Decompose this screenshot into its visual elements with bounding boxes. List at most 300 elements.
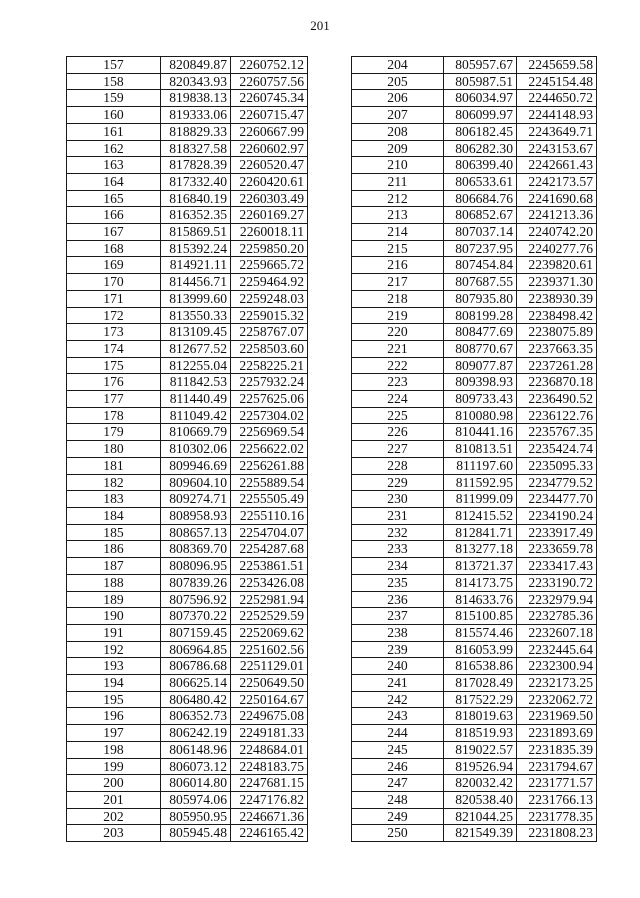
y-coordinate-cell: 2259015.32 bbox=[231, 307, 308, 324]
point-number-cell: 246 bbox=[352, 758, 444, 775]
table-row bbox=[67, 324, 308, 341]
table-row bbox=[352, 741, 597, 758]
point-number-cell: 175 bbox=[67, 357, 161, 374]
point-number-cell: 165 bbox=[67, 190, 161, 207]
x-coordinate-cell: 807037.14 bbox=[444, 224, 517, 241]
y-coordinate-cell: 2239371.30 bbox=[517, 274, 597, 291]
table-row bbox=[67, 157, 308, 174]
x-coordinate-cell: 814456.71 bbox=[161, 274, 231, 291]
table-row bbox=[352, 641, 597, 658]
x-coordinate-cell: 818519.93 bbox=[444, 725, 517, 742]
table-row bbox=[352, 357, 597, 374]
table-row bbox=[352, 407, 597, 424]
y-coordinate-cell: 2241213.36 bbox=[517, 207, 597, 224]
point-number-cell: 200 bbox=[67, 775, 161, 792]
y-coordinate-cell: 2238075.89 bbox=[517, 324, 597, 341]
table-row bbox=[352, 107, 597, 124]
table-row bbox=[67, 173, 308, 190]
x-coordinate-cell: 811197.60 bbox=[444, 457, 517, 474]
y-coordinate-cell: 2258503.60 bbox=[231, 340, 308, 357]
point-number-cell: 171 bbox=[67, 290, 161, 307]
point-number-cell: 201 bbox=[67, 791, 161, 808]
table-row bbox=[352, 190, 597, 207]
y-coordinate-cell: 2256622.02 bbox=[231, 441, 308, 458]
x-coordinate-cell: 813721.37 bbox=[444, 558, 517, 575]
table-row bbox=[67, 574, 308, 591]
y-coordinate-cell: 2260303.49 bbox=[231, 190, 308, 207]
point-number-cell: 225 bbox=[352, 407, 444, 424]
x-coordinate-cell: 816352.35 bbox=[161, 207, 231, 224]
x-coordinate-cell: 807935.80 bbox=[444, 290, 517, 307]
table-row bbox=[352, 240, 597, 257]
point-number-cell: 241 bbox=[352, 675, 444, 692]
y-coordinate-cell: 2232300.94 bbox=[517, 658, 597, 675]
x-coordinate-cell: 807237.95 bbox=[444, 240, 517, 257]
table-row bbox=[352, 157, 597, 174]
y-coordinate-cell: 2258225.21 bbox=[231, 357, 308, 374]
point-number-cell: 214 bbox=[352, 224, 444, 241]
table-row bbox=[67, 274, 308, 291]
y-coordinate-cell: 2260018.11 bbox=[231, 224, 308, 241]
point-number-cell: 248 bbox=[352, 791, 444, 808]
x-coordinate-cell: 807687.55 bbox=[444, 274, 517, 291]
point-number-cell: 220 bbox=[352, 324, 444, 341]
y-coordinate-cell: 2241690.68 bbox=[517, 190, 597, 207]
x-coordinate-cell: 807454.84 bbox=[444, 257, 517, 274]
point-number-cell: 180 bbox=[67, 441, 161, 458]
coordinate-table-left-body bbox=[67, 57, 308, 842]
point-number-cell: 222 bbox=[352, 357, 444, 374]
table-row bbox=[352, 73, 597, 90]
table-row bbox=[67, 808, 308, 825]
point-number-cell: 167 bbox=[67, 224, 161, 241]
table-row bbox=[352, 541, 597, 558]
x-coordinate-cell: 808477.69 bbox=[444, 324, 517, 341]
x-coordinate-cell: 820343.93 bbox=[161, 73, 231, 90]
point-number-cell: 163 bbox=[67, 157, 161, 174]
table-row bbox=[67, 424, 308, 441]
table-row bbox=[352, 558, 597, 575]
y-coordinate-cell: 2246671.36 bbox=[231, 808, 308, 825]
x-coordinate-cell: 808770.67 bbox=[444, 340, 517, 357]
x-coordinate-cell: 815392.24 bbox=[161, 240, 231, 257]
y-coordinate-cell: 2257304.02 bbox=[231, 407, 308, 424]
x-coordinate-cell: 820032.42 bbox=[444, 775, 517, 792]
point-number-cell: 208 bbox=[352, 123, 444, 140]
table-row bbox=[67, 391, 308, 408]
x-coordinate-cell: 806182.45 bbox=[444, 123, 517, 140]
point-number-cell: 215 bbox=[352, 240, 444, 257]
y-coordinate-cell: 2260602.97 bbox=[231, 140, 308, 157]
y-coordinate-cell: 2233659.78 bbox=[517, 541, 597, 558]
point-number-cell: 187 bbox=[67, 558, 161, 575]
y-coordinate-cell: 2240277.76 bbox=[517, 240, 597, 257]
y-coordinate-cell: 2251602.56 bbox=[231, 641, 308, 658]
x-coordinate-cell: 814921.11 bbox=[161, 257, 231, 274]
point-number-cell: 177 bbox=[67, 391, 161, 408]
point-number-cell: 242 bbox=[352, 691, 444, 708]
table-row bbox=[352, 574, 597, 591]
y-coordinate-cell: 2240742.20 bbox=[517, 224, 597, 241]
table-row bbox=[352, 775, 597, 792]
y-coordinate-cell: 2255889.54 bbox=[231, 474, 308, 491]
y-coordinate-cell: 2233417.43 bbox=[517, 558, 597, 575]
y-coordinate-cell: 2232062.72 bbox=[517, 691, 597, 708]
table-row bbox=[67, 57, 308, 74]
x-coordinate-cell: 812677.52 bbox=[161, 340, 231, 357]
table-row bbox=[67, 775, 308, 792]
y-coordinate-cell: 2236870.18 bbox=[517, 374, 597, 391]
point-number-cell: 206 bbox=[352, 90, 444, 107]
table-row bbox=[352, 424, 597, 441]
point-number-cell: 190 bbox=[67, 608, 161, 625]
y-coordinate-cell: 2251129.01 bbox=[231, 658, 308, 675]
table-row bbox=[67, 340, 308, 357]
page-number: 201 bbox=[310, 18, 330, 33]
y-coordinate-cell: 2258767.07 bbox=[231, 324, 308, 341]
x-coordinate-cell: 817332.40 bbox=[161, 173, 231, 190]
table-row bbox=[352, 825, 597, 842]
table-row bbox=[67, 474, 308, 491]
point-number-cell: 169 bbox=[67, 257, 161, 274]
point-number-cell: 218 bbox=[352, 290, 444, 307]
point-number-cell: 181 bbox=[67, 457, 161, 474]
x-coordinate-cell: 809398.93 bbox=[444, 374, 517, 391]
x-coordinate-cell: 809274.71 bbox=[161, 491, 231, 508]
table-row bbox=[352, 274, 597, 291]
y-coordinate-cell: 2260745.34 bbox=[231, 90, 308, 107]
x-coordinate-cell: 811842.53 bbox=[161, 374, 231, 391]
table-row bbox=[352, 491, 597, 508]
point-number-cell: 183 bbox=[67, 491, 161, 508]
x-coordinate-cell: 812841.71 bbox=[444, 524, 517, 541]
point-number-cell: 239 bbox=[352, 641, 444, 658]
point-number-cell: 244 bbox=[352, 725, 444, 742]
x-coordinate-cell: 807839.26 bbox=[161, 574, 231, 591]
point-number-cell: 209 bbox=[352, 140, 444, 157]
table-row bbox=[67, 825, 308, 842]
y-coordinate-cell: 2247681.15 bbox=[231, 775, 308, 792]
x-coordinate-cell: 821044.25 bbox=[444, 808, 517, 825]
table-row bbox=[352, 374, 597, 391]
y-coordinate-cell: 2252069.62 bbox=[231, 624, 308, 641]
table-row bbox=[352, 90, 597, 107]
x-coordinate-cell: 809604.10 bbox=[161, 474, 231, 491]
table-row bbox=[67, 741, 308, 758]
table-row bbox=[67, 240, 308, 257]
y-coordinate-cell: 2244148.93 bbox=[517, 107, 597, 124]
table-row bbox=[352, 207, 597, 224]
point-number-cell: 243 bbox=[352, 708, 444, 725]
table-row bbox=[67, 591, 308, 608]
y-coordinate-cell: 2231835.39 bbox=[517, 741, 597, 758]
x-coordinate-cell: 813277.18 bbox=[444, 541, 517, 558]
y-coordinate-cell: 2235424.74 bbox=[517, 441, 597, 458]
x-coordinate-cell: 806964.85 bbox=[161, 641, 231, 658]
table-row bbox=[352, 441, 597, 458]
table-row bbox=[67, 675, 308, 692]
y-coordinate-cell: 2259850.20 bbox=[231, 240, 308, 257]
y-coordinate-cell: 2236490.52 bbox=[517, 391, 597, 408]
table-row bbox=[67, 558, 308, 575]
table-row bbox=[352, 524, 597, 541]
point-number-cell: 247 bbox=[352, 775, 444, 792]
table-row bbox=[352, 675, 597, 692]
point-number-cell: 178 bbox=[67, 407, 161, 424]
point-number-cell: 161 bbox=[67, 123, 161, 140]
table-row bbox=[352, 608, 597, 625]
table-row bbox=[67, 90, 308, 107]
x-coordinate-cell: 806014.80 bbox=[161, 775, 231, 792]
y-coordinate-cell: 2253426.08 bbox=[231, 574, 308, 591]
y-coordinate-cell: 2234477.70 bbox=[517, 491, 597, 508]
x-coordinate-cell: 806625.14 bbox=[161, 675, 231, 692]
x-coordinate-cell: 813550.33 bbox=[161, 307, 231, 324]
point-number-cell: 216 bbox=[352, 257, 444, 274]
point-number-cell: 168 bbox=[67, 240, 161, 257]
y-coordinate-cell: 2254287.68 bbox=[231, 541, 308, 558]
table-row bbox=[67, 190, 308, 207]
table-row bbox=[67, 374, 308, 391]
y-coordinate-cell: 2245659.58 bbox=[517, 57, 597, 74]
table-row bbox=[352, 708, 597, 725]
x-coordinate-cell: 810302.06 bbox=[161, 441, 231, 458]
table-row bbox=[352, 808, 597, 825]
y-coordinate-cell: 2249181.33 bbox=[231, 725, 308, 742]
x-coordinate-cell: 806786.68 bbox=[161, 658, 231, 675]
table-row bbox=[352, 123, 597, 140]
x-coordinate-cell: 811592.95 bbox=[444, 474, 517, 491]
y-coordinate-cell: 2252529.59 bbox=[231, 608, 308, 625]
x-coordinate-cell: 819333.06 bbox=[161, 107, 231, 124]
table-row bbox=[67, 725, 308, 742]
y-coordinate-cell: 2235095.33 bbox=[517, 457, 597, 474]
y-coordinate-cell: 2260715.47 bbox=[231, 107, 308, 124]
table-row bbox=[67, 290, 308, 307]
x-coordinate-cell: 821549.39 bbox=[444, 825, 517, 842]
table-row bbox=[67, 641, 308, 658]
x-coordinate-cell: 808199.28 bbox=[444, 307, 517, 324]
y-coordinate-cell: 2243153.67 bbox=[517, 140, 597, 157]
point-number-cell: 212 bbox=[352, 190, 444, 207]
table-row bbox=[352, 324, 597, 341]
point-number-cell: 245 bbox=[352, 741, 444, 758]
point-number-cell: 202 bbox=[67, 808, 161, 825]
y-coordinate-cell: 2260420.61 bbox=[231, 173, 308, 190]
x-coordinate-cell: 805974.06 bbox=[161, 791, 231, 808]
table-row bbox=[352, 691, 597, 708]
y-coordinate-cell: 2234779.52 bbox=[517, 474, 597, 491]
x-coordinate-cell: 806099.97 bbox=[444, 107, 517, 124]
point-number-cell: 174 bbox=[67, 340, 161, 357]
table-row bbox=[67, 257, 308, 274]
x-coordinate-cell: 819526.94 bbox=[444, 758, 517, 775]
point-number-cell: 182 bbox=[67, 474, 161, 491]
x-coordinate-cell: 810669.79 bbox=[161, 424, 231, 441]
point-number-cell: 166 bbox=[67, 207, 161, 224]
y-coordinate-cell: 2242173.57 bbox=[517, 173, 597, 190]
y-coordinate-cell: 2231766.13 bbox=[517, 791, 597, 808]
y-coordinate-cell: 2232607.18 bbox=[517, 624, 597, 641]
table-row bbox=[67, 457, 308, 474]
y-coordinate-cell: 2231794.67 bbox=[517, 758, 597, 775]
x-coordinate-cell: 809733.43 bbox=[444, 391, 517, 408]
point-number-cell: 230 bbox=[352, 491, 444, 508]
point-number-cell: 228 bbox=[352, 457, 444, 474]
x-coordinate-cell: 816538.86 bbox=[444, 658, 517, 675]
table-row bbox=[67, 357, 308, 374]
y-coordinate-cell: 2255110.16 bbox=[231, 507, 308, 524]
y-coordinate-cell: 2232445.64 bbox=[517, 641, 597, 658]
y-coordinate-cell: 2259464.92 bbox=[231, 274, 308, 291]
coordinate-table-right-body bbox=[352, 57, 597, 842]
x-coordinate-cell: 810813.51 bbox=[444, 441, 517, 458]
table-row bbox=[67, 541, 308, 558]
y-coordinate-cell: 2259665.72 bbox=[231, 257, 308, 274]
y-coordinate-cell: 2231969.50 bbox=[517, 708, 597, 725]
table-row bbox=[352, 257, 597, 274]
x-coordinate-cell: 805987.51 bbox=[444, 73, 517, 90]
x-coordinate-cell: 813999.60 bbox=[161, 290, 231, 307]
x-coordinate-cell: 809946.69 bbox=[161, 457, 231, 474]
y-coordinate-cell: 2259248.03 bbox=[231, 290, 308, 307]
x-coordinate-cell: 815869.51 bbox=[161, 224, 231, 241]
x-coordinate-cell: 810080.98 bbox=[444, 407, 517, 424]
x-coordinate-cell: 816053.99 bbox=[444, 641, 517, 658]
x-coordinate-cell: 820538.40 bbox=[444, 791, 517, 808]
point-number-cell: 173 bbox=[67, 324, 161, 341]
table-row bbox=[352, 658, 597, 675]
y-coordinate-cell: 2245154.48 bbox=[517, 73, 597, 90]
x-coordinate-cell: 806852.67 bbox=[444, 207, 517, 224]
x-coordinate-cell: 806148.96 bbox=[161, 741, 231, 758]
table-row bbox=[352, 140, 597, 157]
x-coordinate-cell: 806480.42 bbox=[161, 691, 231, 708]
x-coordinate-cell: 808657.13 bbox=[161, 524, 231, 541]
y-coordinate-cell: 2253861.51 bbox=[231, 558, 308, 575]
point-number-cell: 250 bbox=[352, 825, 444, 842]
point-number-cell: 223 bbox=[352, 374, 444, 391]
point-number-cell: 158 bbox=[67, 73, 161, 90]
point-number-cell: 170 bbox=[67, 274, 161, 291]
table-row bbox=[67, 791, 308, 808]
y-coordinate-cell: 2237663.35 bbox=[517, 340, 597, 357]
y-coordinate-cell: 2233917.49 bbox=[517, 524, 597, 541]
point-number-cell: 184 bbox=[67, 507, 161, 524]
y-coordinate-cell: 2237261.28 bbox=[517, 357, 597, 374]
point-number-cell: 188 bbox=[67, 574, 161, 591]
table-row bbox=[67, 708, 308, 725]
x-coordinate-cell: 805950.95 bbox=[161, 808, 231, 825]
x-coordinate-cell: 806533.61 bbox=[444, 173, 517, 190]
y-coordinate-cell: 2232979.94 bbox=[517, 591, 597, 608]
x-coordinate-cell: 817828.39 bbox=[161, 157, 231, 174]
y-coordinate-cell: 2256969.54 bbox=[231, 424, 308, 441]
x-coordinate-cell: 806242.19 bbox=[161, 725, 231, 742]
table-row bbox=[67, 491, 308, 508]
point-number-cell: 204 bbox=[352, 57, 444, 74]
y-coordinate-cell: 2236122.76 bbox=[517, 407, 597, 424]
x-coordinate-cell: 807370.22 bbox=[161, 608, 231, 625]
point-number-cell: 229 bbox=[352, 474, 444, 491]
point-number-cell: 211 bbox=[352, 173, 444, 190]
point-number-cell: 176 bbox=[67, 374, 161, 391]
point-number-cell: 221 bbox=[352, 340, 444, 357]
point-number-cell: 232 bbox=[352, 524, 444, 541]
x-coordinate-cell: 818019.63 bbox=[444, 708, 517, 725]
table-row bbox=[352, 591, 597, 608]
x-coordinate-cell: 806073.12 bbox=[161, 758, 231, 775]
table-row bbox=[352, 340, 597, 357]
y-coordinate-cell: 2239820.61 bbox=[517, 257, 597, 274]
point-number-cell: 240 bbox=[352, 658, 444, 675]
table-row bbox=[67, 107, 308, 124]
x-coordinate-cell: 812415.52 bbox=[444, 507, 517, 524]
y-coordinate-cell: 2255505.49 bbox=[231, 491, 308, 508]
y-coordinate-cell: 2260757.56 bbox=[231, 73, 308, 90]
table-row bbox=[352, 791, 597, 808]
y-coordinate-cell: 2254704.07 bbox=[231, 524, 308, 541]
x-coordinate-cell: 806282.30 bbox=[444, 140, 517, 157]
point-number-cell: 199 bbox=[67, 758, 161, 775]
y-coordinate-cell: 2257625.06 bbox=[231, 391, 308, 408]
point-number-cell: 205 bbox=[352, 73, 444, 90]
table-row bbox=[352, 457, 597, 474]
table-row bbox=[67, 524, 308, 541]
x-coordinate-cell: 814173.75 bbox=[444, 574, 517, 591]
x-coordinate-cell: 812255.04 bbox=[161, 357, 231, 374]
point-number-cell: 231 bbox=[352, 507, 444, 524]
x-coordinate-cell: 806684.76 bbox=[444, 190, 517, 207]
y-coordinate-cell: 2243649.71 bbox=[517, 123, 597, 140]
table-row bbox=[352, 474, 597, 491]
table-row bbox=[67, 407, 308, 424]
x-coordinate-cell: 815574.46 bbox=[444, 624, 517, 641]
x-coordinate-cell: 805957.67 bbox=[444, 57, 517, 74]
y-coordinate-cell: 2232785.36 bbox=[517, 608, 597, 625]
y-coordinate-cell: 2234190.24 bbox=[517, 507, 597, 524]
table-row bbox=[67, 658, 308, 675]
x-coordinate-cell: 816840.19 bbox=[161, 190, 231, 207]
point-number-cell: 193 bbox=[67, 658, 161, 675]
y-coordinate-cell: 2244650.72 bbox=[517, 90, 597, 107]
table-row bbox=[67, 140, 308, 157]
table-row bbox=[67, 207, 308, 224]
y-coordinate-cell: 2260752.12 bbox=[231, 57, 308, 74]
x-coordinate-cell: 806399.40 bbox=[444, 157, 517, 174]
x-coordinate-cell: 810441.16 bbox=[444, 424, 517, 441]
point-number-cell: 157 bbox=[67, 57, 161, 74]
point-number-cell: 198 bbox=[67, 741, 161, 758]
point-number-cell: 237 bbox=[352, 608, 444, 625]
y-coordinate-cell: 2250164.67 bbox=[231, 691, 308, 708]
point-number-cell: 162 bbox=[67, 140, 161, 157]
table-row bbox=[352, 173, 597, 190]
table-row bbox=[352, 624, 597, 641]
x-coordinate-cell: 820849.87 bbox=[161, 57, 231, 74]
y-coordinate-cell: 2242661.43 bbox=[517, 157, 597, 174]
y-coordinate-cell: 2260667.99 bbox=[231, 123, 308, 140]
x-coordinate-cell: 819838.13 bbox=[161, 90, 231, 107]
coordinate-table-left bbox=[66, 56, 308, 842]
y-coordinate-cell: 2256261.88 bbox=[231, 457, 308, 474]
x-coordinate-cell: 806352.73 bbox=[161, 708, 231, 725]
point-number-cell: 238 bbox=[352, 624, 444, 641]
y-coordinate-cell: 2235767.35 bbox=[517, 424, 597, 441]
point-number-cell: 179 bbox=[67, 424, 161, 441]
y-coordinate-cell: 2246165.42 bbox=[231, 825, 308, 842]
x-coordinate-cell: 813109.45 bbox=[161, 324, 231, 341]
